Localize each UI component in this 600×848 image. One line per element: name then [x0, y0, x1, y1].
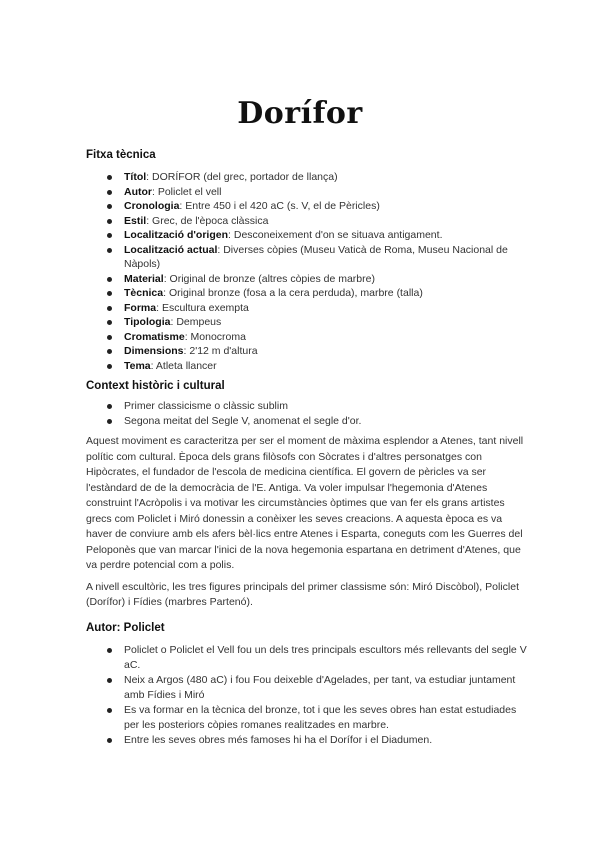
- bullet-icon: [107, 404, 112, 409]
- bullet-icon: [107, 320, 112, 325]
- list-item: Localització actual: Diverses còpies (Museu Vaticà de Roma, Museu Nacional de Nàpols): [86, 243, 530, 272]
- item-label: Estil: [124, 214, 147, 227]
- item-value: 2'12 m d'altura: [189, 345, 258, 357]
- item-value: Original bronze (fosa a la cera perduda), marbre (talla): [168, 287, 423, 299]
- list-item: Cronologia: Entre 450 i el 420 aC (s. V, el de Pèricles): [86, 199, 530, 214]
- item-label: Forma: [124, 301, 157, 314]
- bullet-icon: [107, 277, 112, 282]
- bullet-icon: [107, 349, 112, 354]
- bullet-icon: [107, 678, 112, 683]
- bullet-icon: [107, 364, 112, 369]
- bullet-icon: [107, 248, 112, 253]
- bullet-icon: [107, 190, 112, 195]
- item-value: Policlet el vell: [157, 185, 222, 198]
- item-value: Monocroma: [190, 330, 246, 343]
- section-heading-fitxa: Fitxa tècnica: [86, 149, 156, 161]
- section-heading-context: Context històric i cultural: [86, 380, 225, 392]
- list-item: Material: Original de bronze (altres còpies de marbre): [86, 272, 530, 287]
- item-label: Tema: [124, 359, 151, 372]
- list-item: Localització d'origen: Desconeixement d'on se situava antigament.: [86, 228, 530, 243]
- bullet-icon: [107, 708, 112, 713]
- item-value: Diverses còpies (Museu Vaticà de Roma, Museu Nacional de Nàpols): [124, 243, 508, 270]
- item-text: Entre les seves obres més famoses hi ha el Dorífor i el Diadumen.: [124, 733, 433, 746]
- list-item: [86, 643, 530, 673]
- bullet-icon: [107, 219, 112, 224]
- item-label: Cronologia: [124, 200, 180, 212]
- bullet-icon: [107, 306, 112, 311]
- list-item: [86, 399, 530, 414]
- bullet-icon: [107, 204, 112, 209]
- item-label: Localització d'origen: [124, 229, 229, 241]
- document-content: [86, 148, 530, 748]
- list-item: Autor: Policlet el vell: [86, 185, 530, 200]
- sculpture-paragraph: A nivell escultòric, les tres figures principals del primer classisme són: Miró Discòbol), Policlet (Dorífor) i Fídies (marbres Partenó).: [86, 580, 519, 608]
- item-value: DORÍFOR (del grec, portador de llança): [152, 171, 338, 183]
- fitxa-list: [86, 170, 530, 373]
- item-text: Primer classicisme o clàssic sublim: [124, 400, 288, 412]
- list-item: [86, 703, 530, 733]
- list-item: [86, 673, 530, 703]
- item-value: Dempeus: [176, 316, 222, 328]
- bullet-icon: [107, 648, 112, 653]
- page-title: Dorífor: [237, 96, 363, 131]
- list-item: Estil: Grec, de l'època clàssica: [86, 214, 530, 229]
- item-text: Policlet o Policlet el Vell fou un dels tres principals escultors més rellevants del segle V aC.: [124, 643, 527, 671]
- item-label: Material: [124, 272, 164, 285]
- list-item: Tipologia: Dempeus: [86, 315, 530, 330]
- list-item: Dimensions: 2'12 m d'altura: [86, 344, 530, 359]
- item-value: Atleta llancer: [155, 359, 217, 372]
- list-item: [86, 733, 530, 748]
- item-value: Grec, de l'època clàssica: [152, 214, 269, 227]
- item-value: Desconeixement d'on se situava antigament.: [233, 229, 443, 241]
- item-value: Escultura exempta: [161, 301, 249, 314]
- item-text: Neix a Argos (480 aC) i fou Fou deixeble d'Agelades, per tant, va estudiar juntament amb Fídies i Miró: [124, 673, 516, 701]
- item-value: Original de bronze (altres còpies de marbre): [169, 272, 375, 285]
- item-label: Títol: [124, 171, 147, 183]
- bullet-icon: [107, 233, 112, 238]
- item-label: Tècnica: [124, 287, 164, 299]
- bullet-icon: [107, 335, 112, 340]
- item-text: Es va formar en la tècnica del bronze, tot i que les seves obres han estat estudiades per les posteriors còpies romanes realitzades en marbre.: [124, 703, 517, 731]
- list-item: [86, 414, 530, 429]
- author-list: [86, 643, 530, 748]
- item-label: Localització actual: [124, 243, 218, 256]
- item-label: Autor: [124, 185, 152, 198]
- section-heading-author: Autor: Policlet: [86, 621, 165, 634]
- bullet-icon: [107, 175, 112, 180]
- list-item: Cromatisme: Monocroma: [86, 330, 530, 345]
- list-item: Forma: Escultura exempta: [86, 301, 530, 316]
- list-item: Tema: Atleta llancer: [86, 359, 530, 374]
- bullet-icon: [107, 738, 112, 743]
- item-label: Tipologia: [124, 316, 171, 328]
- list-item: Títol: DORÍFOR (del grec, portador de llança): [86, 170, 530, 185]
- list-item: Tècnica: Original bronze (fosa a la cera perduda), marbre (talla): [86, 286, 530, 301]
- item-label: Dimensions: [124, 345, 184, 357]
- bullet-icon: [107, 291, 112, 296]
- bullet-icon: [107, 419, 112, 424]
- context-paragraph: Aquest moviment es caracteritza per ser el moment de màxima esplendor a Atenes, tant nivell polític com cultural. Època dels grans filòsofs con Sòcrates i d'altres personatges con Hipòcrates, el fundador de l'escola de medicina científica. El govern de pèricles va ser l'estàndard de de la democràcia de l'E. Antiga. Va voler impulsar l'hegemonia d'Atenes construint l'Acròpolis i va motivar les circumstàncies òptimes que van fer els grans artistes grecs com Policlet i Miró donessin a conèixer les seves creacions. A aquesta època es va haver de conviure amb els afers bèl·lics entre Atenes i Esparta, coneguts com les Guerres del Peloponès que van marcar l'inici de la nova hegemonia espartana en detriment d'Atenes, que va perdre potencial com a polis.: [86, 435, 524, 571]
- item-text: Segona meitat del Segle V, anomenat el segle d'or.: [124, 414, 362, 427]
- item-value: Entre 450 i el 420 aC (s. V, el de Pèricles): [185, 200, 380, 212]
- context-list: [86, 399, 530, 428]
- item-label: Cromatisme: [124, 330, 185, 343]
